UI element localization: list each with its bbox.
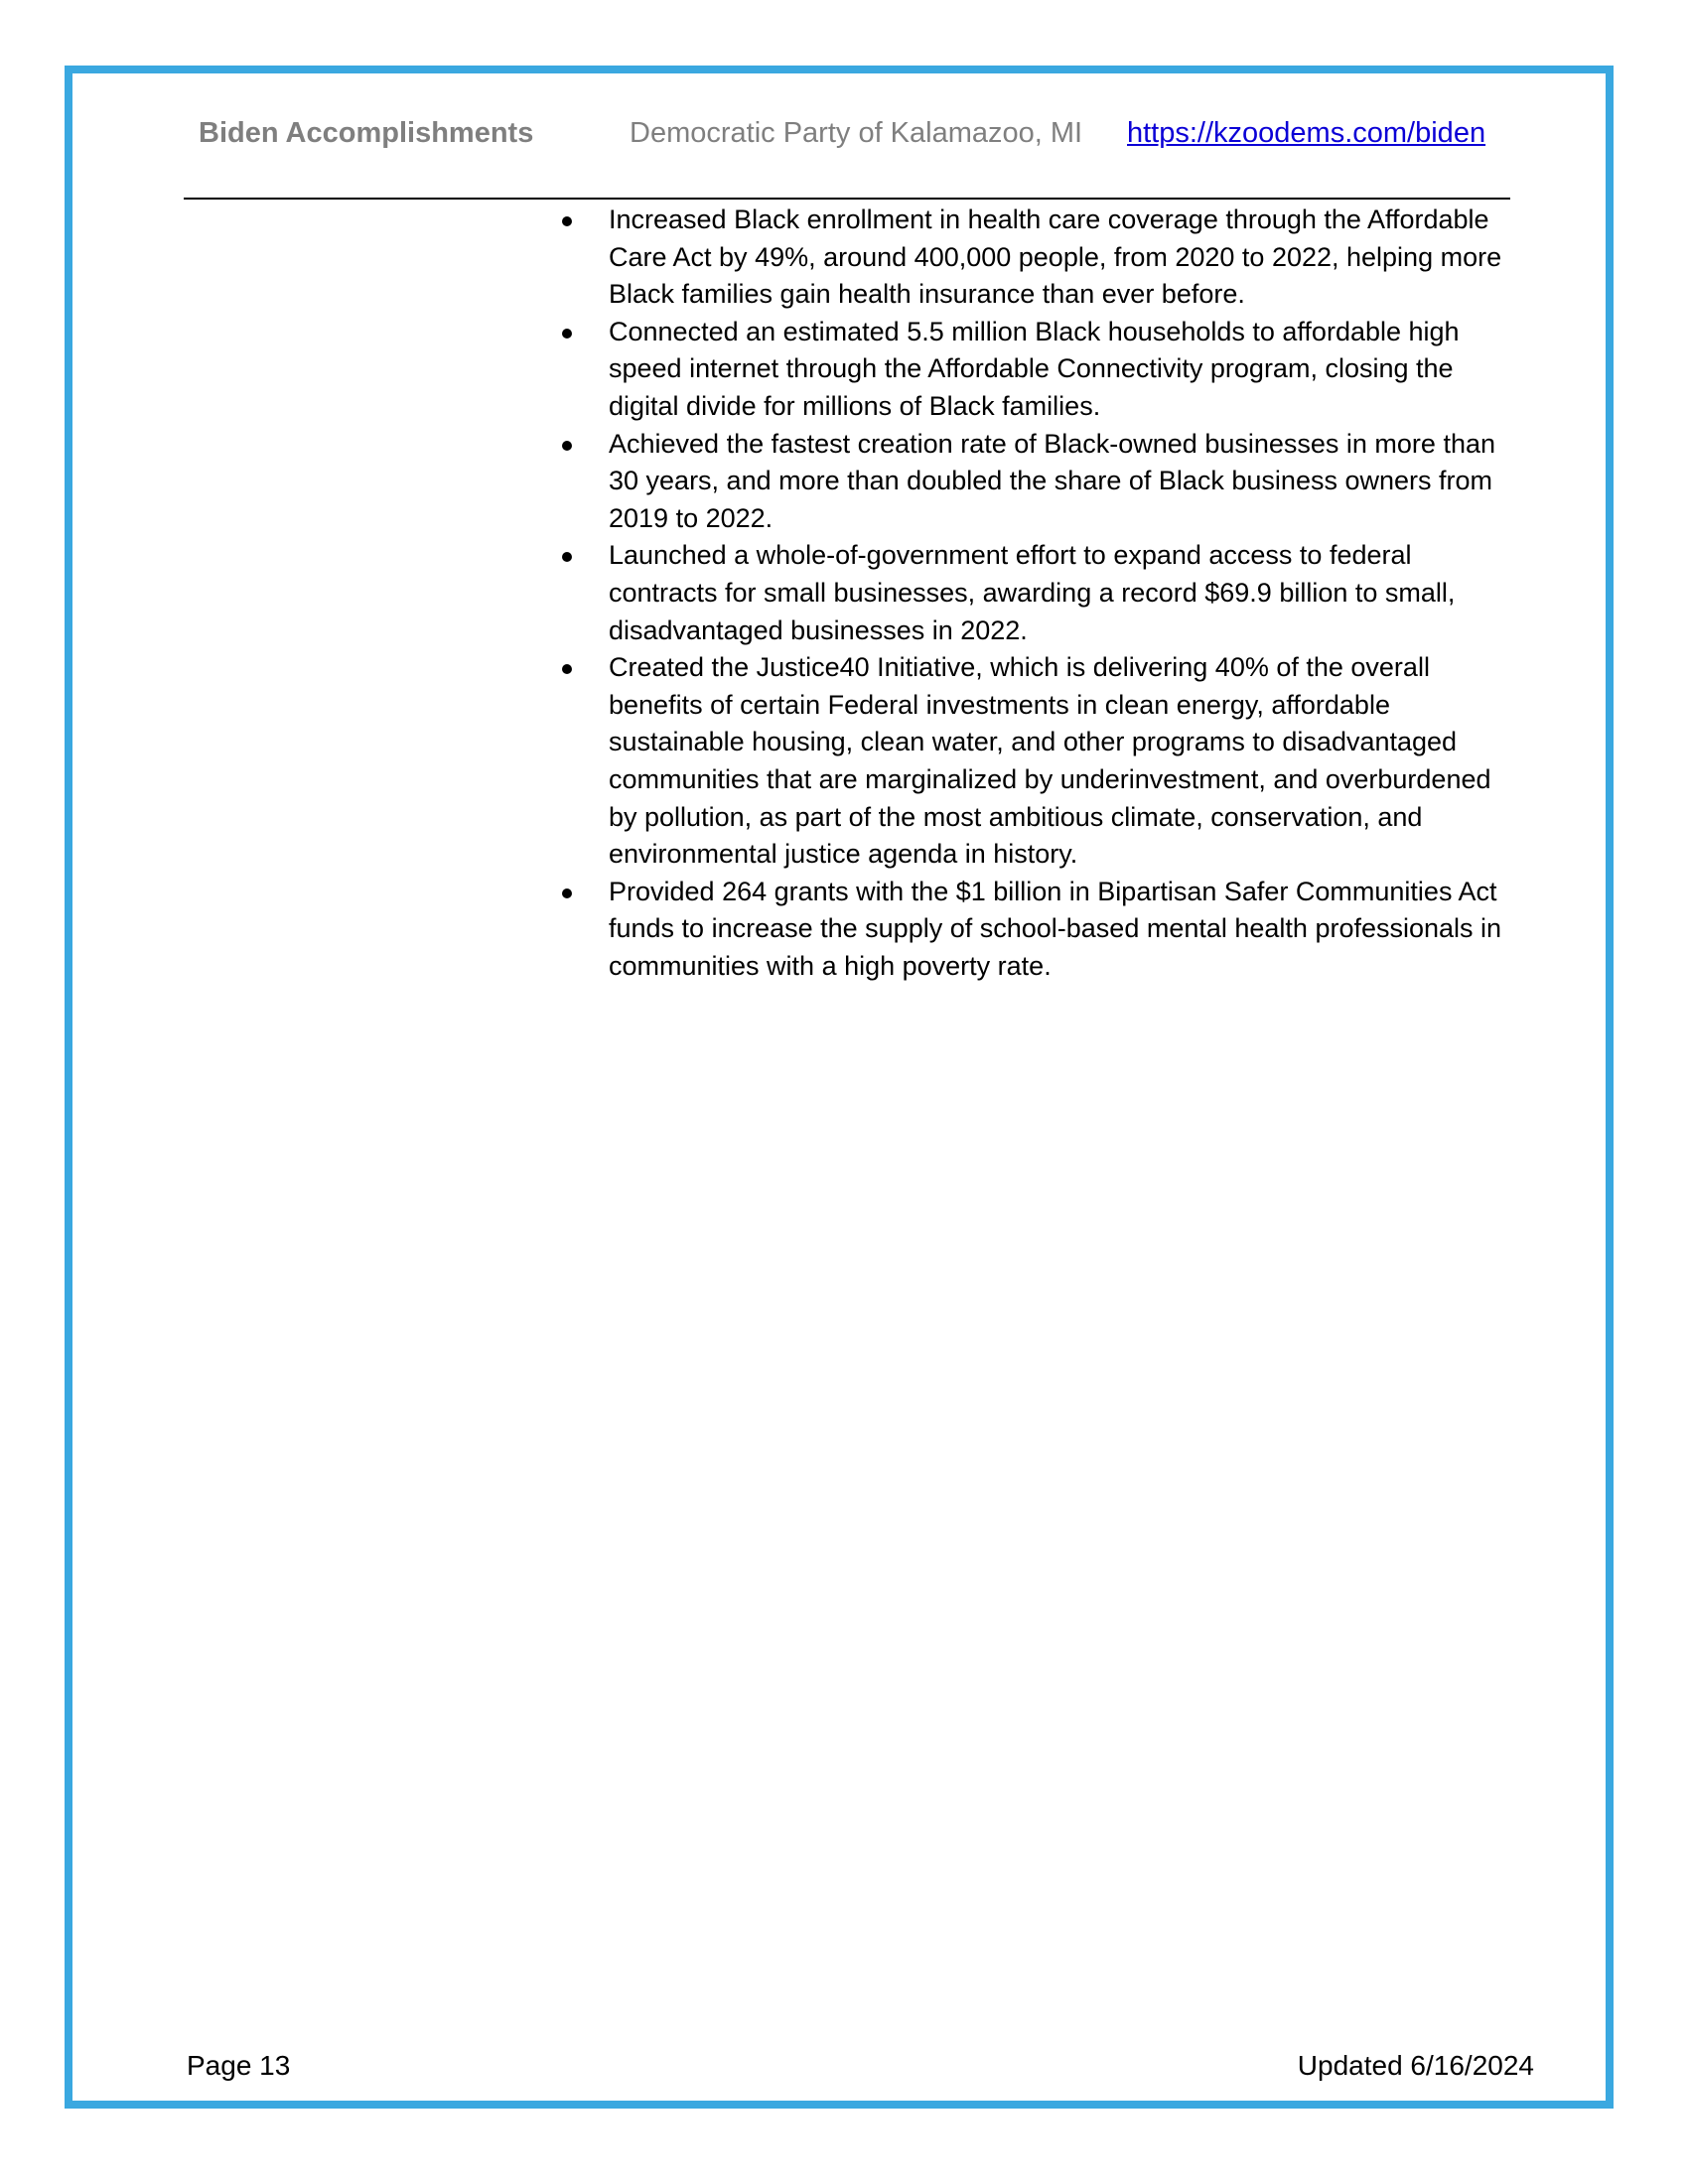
header-link[interactable]: https://kzoodems.com/biden — [1127, 117, 1486, 149]
list-item-text: Launched a whole-of-government effort to expand access to federal contracts for small businesses, awarding a record $69.9 billion to small, disadvantaged businesses in 2022. — [609, 540, 1456, 645]
header-organization: Democratic Party of Kalamazoo, MI — [630, 117, 1083, 149]
bullet-icon — [562, 552, 572, 562]
updated-date: Updated 6/16/2024 — [1297, 2050, 1534, 2081]
bullet-icon — [562, 888, 572, 898]
list-item-text: Achieved the fastest creation rate of Black-owned businesses in more than 30 years, and more than doubled the share of Black business owners from 2019 to 2022. — [609, 428, 1495, 533]
bullet-icon — [562, 216, 572, 226]
header-divider — [184, 198, 1510, 200]
list-item-text: Created the Justice40 Initiative, which is delivering 40% of the overall benefits of certain Federal investments in clean energy, affordable sustainable housing, clean water, and other programs to disadvantaged communities that are marginalized by underinvestment, and overburdened by pollution, as part of the most ambitious climate, conservation, and environmental justice agenda in history. — [609, 652, 1491, 870]
header-title: Biden Accomplishments — [199, 117, 534, 149]
page-number: Page 13 — [187, 2050, 291, 2081]
bullet-icon — [562, 664, 572, 674]
bullet-icon — [562, 441, 572, 451]
list-item-text: Increased Black enrollment in health care coverage through the Affordable Care Act by 49%, around 400,000 people, from 2020 to 2022, helping more Black families gain health insurance than ever before. — [609, 205, 1502, 310]
page-header — [199, 117, 1489, 157]
list-item — [556, 649, 1509, 874]
list-item-text: Connected an estimated 5.5 million Black households to affordable high speed internet through the Affordable Connectivity program, closing the digital divide for millions of Black families. — [609, 316, 1460, 421]
list-item-text: Provided 264 grants with the $1 billion in Bipartisan Safer Communities Act funds to increase the supply of school-based mental health professionals in communities with a high poverty rate. — [609, 876, 1502, 981]
list-item — [556, 202, 1509, 314]
list-item — [556, 426, 1509, 538]
list-item — [556, 537, 1509, 649]
bullet-icon — [562, 329, 572, 339]
accomplishments-list — [556, 202, 1509, 985]
list-item — [556, 314, 1509, 426]
list-item — [556, 874, 1509, 986]
